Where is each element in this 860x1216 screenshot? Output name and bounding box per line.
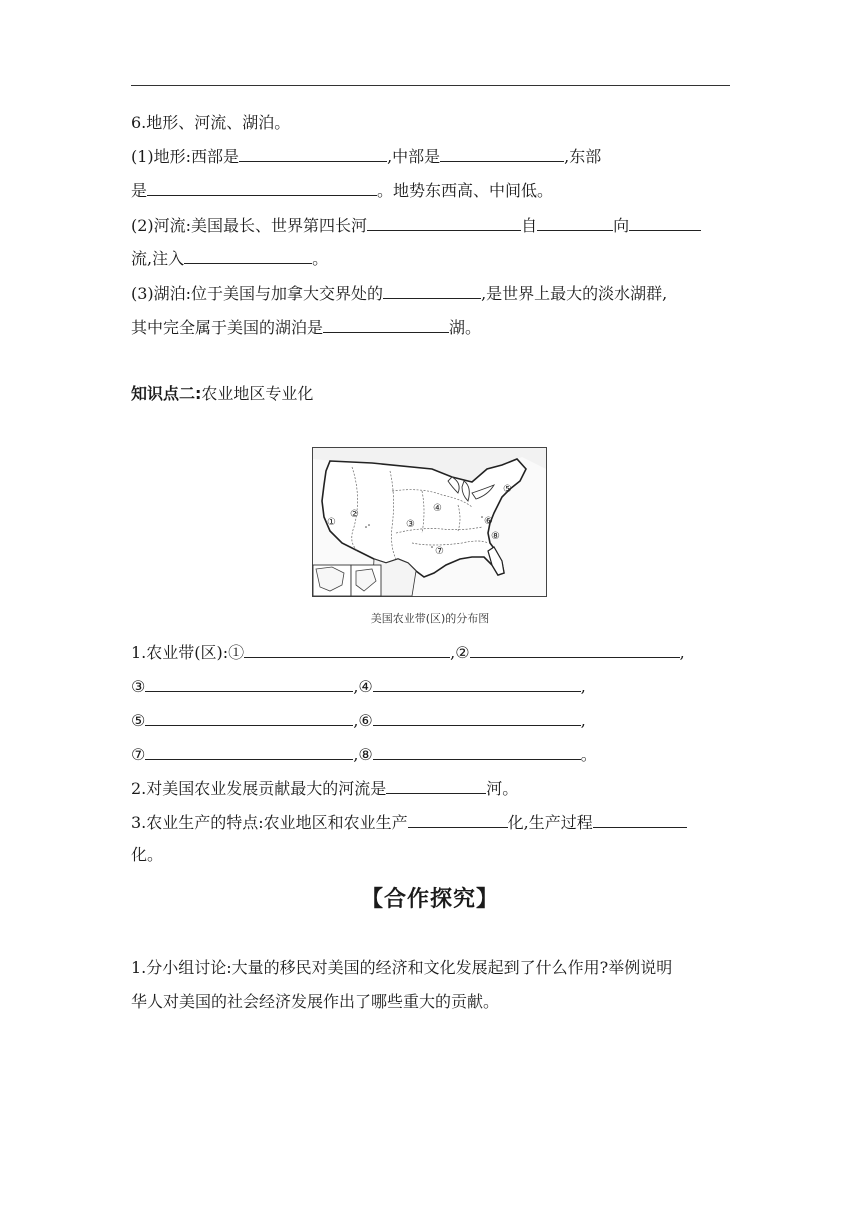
belt-3-blank[interactable] <box>145 676 353 692</box>
q6-title-text: 6.地形、河流、湖泊。 <box>131 113 291 132</box>
river-outlet-blank[interactable] <box>184 248 312 264</box>
map-label-2: ② <box>350 509 359 520</box>
river-to-label: 向 <box>613 216 630 235</box>
features-suffix: 化。 <box>131 845 164 864</box>
q6-line-river <box>131 215 701 236</box>
coop-question-line-1: 1.分小组讨论:大量的移民对美国的经济和文化发展起到了什么作用?举例说明 <box>131 958 673 977</box>
belt-1-blank[interactable] <box>244 642 450 658</box>
coop-title: 【合作探究】 <box>360 887 499 912</box>
section2-heading <box>131 381 313 404</box>
river-end-punct: 。 <box>312 249 329 268</box>
terrain-east-prefix: 是 <box>131 181 148 200</box>
features-blank-2[interactable] <box>593 812 687 828</box>
river-contrib-label: 2.对美国农业发展贡献最大的河流是 <box>131 779 387 798</box>
map-label-7: ⑦ <box>435 546 444 557</box>
belts-q2 <box>131 778 518 799</box>
header-rule <box>131 85 730 86</box>
river-flow-label: 流,注入 <box>131 249 185 268</box>
coop-p2 <box>131 992 499 1012</box>
lake-group-blank[interactable] <box>383 283 481 299</box>
coop-question-line-2: 华人对美国的社会经济发展作出了哪些重大的贡献。 <box>131 992 500 1011</box>
map-caption: 美国农业带(区)的分布图 <box>370 612 490 625</box>
belt-line4-punct: 。 <box>580 745 597 764</box>
map-label-6: ⑥ <box>484 516 493 527</box>
belts-line-3 <box>131 710 586 731</box>
q6-line-river-2 <box>131 248 328 269</box>
belt-line3-punct: , <box>580 711 586 730</box>
belt-4-label: ,④ <box>353 677 373 696</box>
q6-line-terrain-2 <box>131 180 553 201</box>
belts-line-4 <box>131 744 597 765</box>
belt-7-blank[interactable] <box>145 744 353 760</box>
lake-us-label: 其中完全属于美国的湖泊是 <box>131 318 324 337</box>
terrain-middle-label: ,中部是 <box>387 147 441 166</box>
lake-desc: ,是世界上最大的淡水湖群, <box>481 284 668 303</box>
features-mid: 化,生产过程 <box>507 813 593 832</box>
lake-us-suffix: 湖。 <box>449 318 482 337</box>
q6-line-terrain <box>131 146 601 167</box>
belts-line-1 <box>131 642 685 663</box>
belt-line2-punct: , <box>580 677 586 696</box>
features-label: 3.农业生产的特点:农业地区和农业生产 <box>131 813 408 832</box>
river-contrib-suffix: 河。 <box>486 779 519 798</box>
belts-q3-end <box>131 845 163 865</box>
belt-1-label: 1.农业带(区):① <box>131 643 245 662</box>
map-label-3: ③ <box>406 519 415 530</box>
lake-label: (3)湖泊:位于美国与加拿大交界处的 <box>131 284 384 303</box>
terrain-elevation-text: 。地势东西高、中间低。 <box>377 181 554 200</box>
belt-6-label: ,⑥ <box>353 711 373 730</box>
river-label: (2)河流:美国最长、世界第四长河 <box>131 216 368 235</box>
terrain-east-label: ,东部 <box>564 147 602 166</box>
terrain-middle-blank[interactable] <box>440 146 564 162</box>
map-label-5: ⑤ <box>503 484 512 495</box>
belt-2-label: ,② <box>450 643 470 662</box>
lake-us-blank[interactable] <box>323 317 449 333</box>
belt-4-blank[interactable] <box>373 676 581 692</box>
map-label-1: ① <box>327 517 336 528</box>
belt-6-blank[interactable] <box>373 710 581 726</box>
river-name-blank[interactable] <box>367 215 521 231</box>
q6-line-lake <box>131 283 667 304</box>
us-agriculture-map <box>312 447 547 597</box>
belts-q3 <box>131 812 687 833</box>
belt-5-blank[interactable] <box>145 710 353 726</box>
river-from-label: 自 <box>521 216 538 235</box>
terrain-west-blank[interactable] <box>239 146 387 162</box>
belt-5-label: ⑤ <box>131 711 146 730</box>
belt-7-label: ⑦ <box>131 745 146 764</box>
coop-p1 <box>131 958 672 978</box>
q6-title <box>131 113 290 133</box>
belts-line-2 <box>131 676 586 697</box>
belt-8-blank[interactable] <box>373 744 581 760</box>
river-contrib-blank[interactable] <box>386 778 486 794</box>
belt-line1-punct: , <box>679 643 685 662</box>
terrain-east-blank[interactable] <box>147 180 377 196</box>
terrain-west-label: (1)地形:西部是 <box>131 147 240 166</box>
features-blank-1[interactable] <box>408 812 508 828</box>
section2-heading-text: 农业地区专业化 <box>201 384 314 403</box>
belt-3-label: ③ <box>131 677 146 696</box>
river-from-blank[interactable] <box>537 215 613 231</box>
belt-8-label: ,⑧ <box>353 745 373 764</box>
belt-2-blank[interactable] <box>470 642 680 658</box>
river-to-blank[interactable] <box>629 215 701 231</box>
q6-line-lake-2 <box>131 317 481 338</box>
map-label-8: ⑧ <box>491 531 500 542</box>
section2-heading-bold: 知识点二: <box>131 384 202 403</box>
map-label-4: ④ <box>433 503 442 514</box>
